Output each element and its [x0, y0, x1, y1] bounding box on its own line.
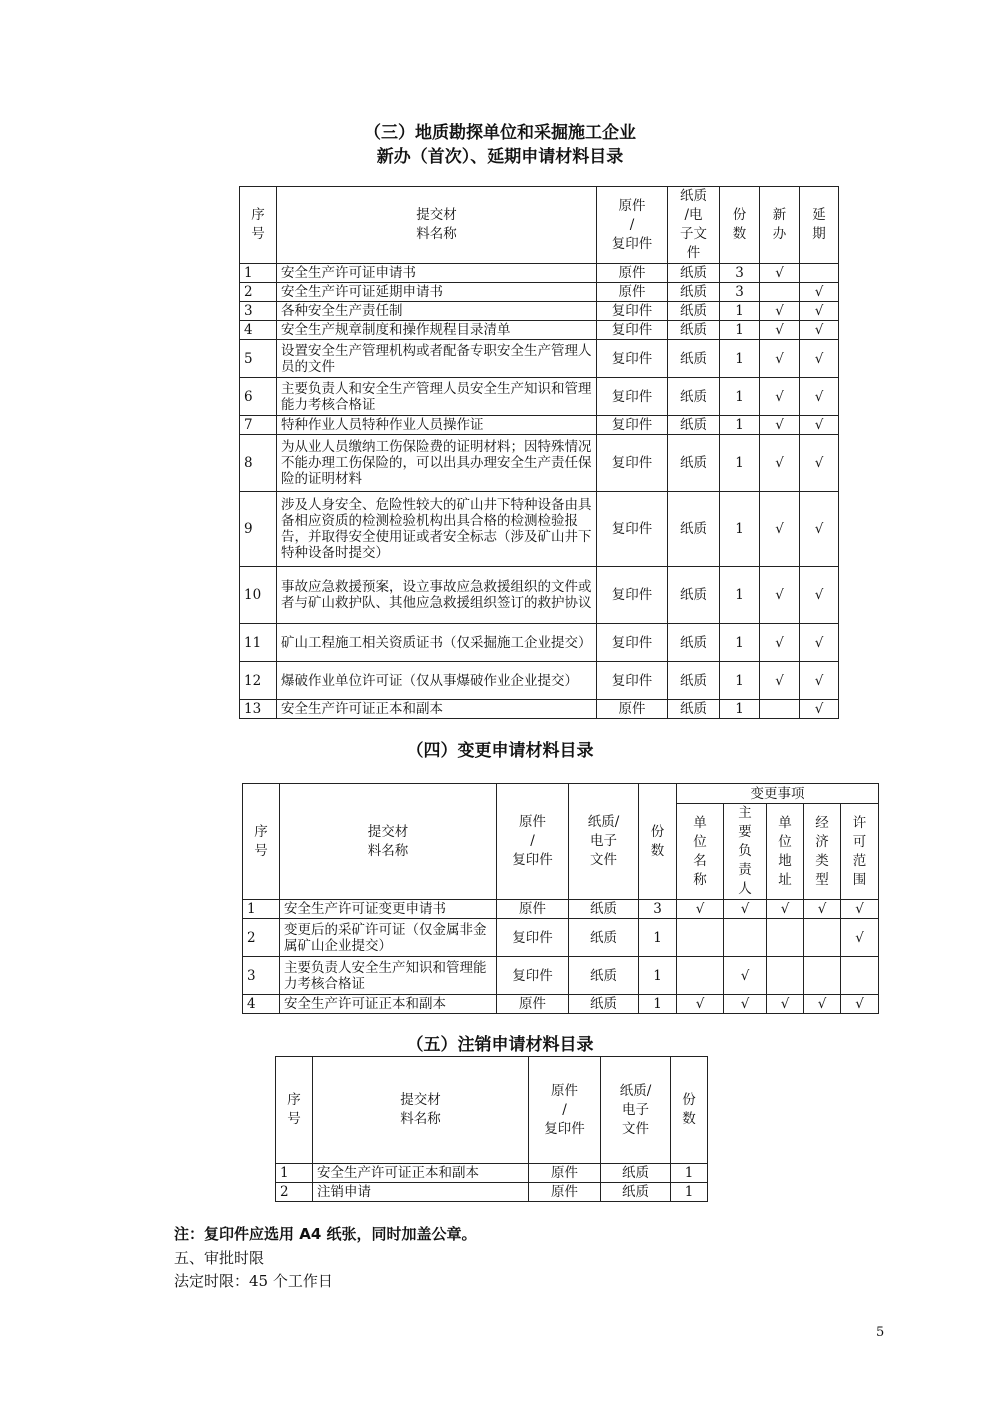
- cell-extend-check: √: [800, 378, 839, 416]
- cell-copies: 1: [720, 302, 760, 321]
- cell-copies: 1: [720, 700, 760, 719]
- cell-no: 4: [240, 321, 277, 340]
- page-number: 5: [876, 1325, 885, 1340]
- cell-material-name: 安全生产规章制度和操作规程目录清单: [277, 321, 597, 340]
- cell-medium: 纸质: [668, 567, 720, 624]
- table-row: [240, 435, 839, 492]
- cell-original-copy: 复印件: [597, 302, 668, 321]
- cell-medium: 纸质: [668, 321, 720, 340]
- cell-original-copy: 复印件: [497, 919, 569, 957]
- table-row: [243, 957, 879, 995]
- cell-extend-check: √: [800, 435, 839, 492]
- header-principal: 主 要 负 责 人: [724, 804, 767, 900]
- cell-extend-check: √: [800, 700, 839, 719]
- cell-new-check: √: [760, 378, 800, 416]
- cell-no: 6: [240, 378, 277, 416]
- table-row: [240, 492, 839, 567]
- header-medium: 纸质/ 电子 文件: [569, 784, 639, 900]
- cell-material-name: 事故应急救援预案，设立事故应急救援组织的文件或者与矿山救护队、其他应急救援组织签订的救护协议: [277, 567, 597, 624]
- cell-copies: 3: [720, 283, 760, 302]
- cell-original-copy: 原件: [529, 1164, 601, 1183]
- cell-unit-name-check: √: [677, 995, 724, 1014]
- cell-unit-address-check: [767, 957, 804, 995]
- cell-no: 5: [240, 340, 277, 378]
- cell-extend-check: √: [800, 567, 839, 624]
- cell-medium: 纸质: [569, 900, 639, 919]
- cell-unit-address-check: √: [767, 995, 804, 1014]
- cell-extend-check: √: [800, 340, 839, 378]
- section3-title-line1: （三）地质勘探单位和采掘施工企业: [364, 123, 636, 143]
- table-row: [276, 1183, 708, 1202]
- cell-original-copy: 复印件: [597, 435, 668, 492]
- cell-principal-check: √: [724, 995, 767, 1014]
- table-row: [240, 416, 839, 435]
- cell-economic-type-check: [804, 919, 841, 957]
- cell-copies: 1: [720, 492, 760, 567]
- cell-material-name: 设置安全生产管理机构或者配备专职安全生产管理人员的文件: [277, 340, 597, 378]
- header-original-copy: 原件 / 复印件: [529, 1057, 601, 1164]
- section4-title: （四）变更申请材料目录: [406, 741, 594, 761]
- cell-unit-address-check: √: [767, 900, 804, 919]
- cell-material-name: 特种作业人员特种作业人员操作证: [277, 416, 597, 435]
- cell-license-scope-check: √: [841, 919, 879, 957]
- cell-original-copy: 复印件: [597, 416, 668, 435]
- table-row: [243, 900, 879, 919]
- cell-copies: 1: [720, 416, 760, 435]
- cell-new-check: √: [760, 435, 800, 492]
- cell-no: 3: [243, 957, 280, 995]
- cell-material-name: 安全生产许可证正本和副本: [277, 700, 597, 719]
- header-medium: 纸质 /电 子文 件: [668, 187, 720, 264]
- header-no: 序 号: [276, 1057, 313, 1164]
- cell-new-check: √: [760, 416, 800, 435]
- cell-original-copy: 复印件: [497, 957, 569, 995]
- cell-new-check: √: [760, 492, 800, 567]
- cell-unit-name-check: [677, 919, 724, 957]
- cell-no: 1: [243, 900, 280, 919]
- cell-no: 2: [276, 1183, 313, 1202]
- cell-no: 12: [240, 662, 277, 700]
- cell-license-scope-check: √: [841, 900, 879, 919]
- cell-extend-check: √: [800, 492, 839, 567]
- cell-no: 11: [240, 624, 277, 662]
- cell-no: 4: [243, 995, 280, 1014]
- cell-copies: 1: [720, 435, 760, 492]
- cell-material-name: 变更后的采矿许可证（仅金属非金属矿山企业提交）: [280, 919, 497, 957]
- header-no: 序 号: [240, 187, 277, 264]
- cell-license-scope-check: [841, 957, 879, 995]
- cell-copies: 3: [639, 900, 677, 919]
- cell-extend-check: √: [800, 321, 839, 340]
- cell-medium: 纸质: [569, 957, 639, 995]
- cell-medium: 纸质: [668, 378, 720, 416]
- cell-new-check: √: [760, 567, 800, 624]
- cell-economic-type-check: [804, 957, 841, 995]
- cell-medium: 纸质: [668, 435, 720, 492]
- cell-material-name: 安全生产许可证延期申请书: [277, 283, 597, 302]
- cell-copies: 1: [671, 1164, 708, 1183]
- cell-material-name: 注销申请: [313, 1183, 529, 1202]
- cell-no: 1: [276, 1164, 313, 1183]
- cell-license-scope-check: √: [841, 995, 879, 1014]
- cell-original-copy: 原件: [597, 264, 668, 283]
- cell-original-copy: 原件: [529, 1183, 601, 1202]
- table-row: [276, 1164, 708, 1183]
- table-row: [240, 340, 839, 378]
- cell-material-name: 安全生产许可证正本和副本: [313, 1164, 529, 1183]
- cell-economic-type-check: √: [804, 995, 841, 1014]
- cell-material-name: 涉及人身安全、危险性较大的矿山井下特种设备由具备相应资质的检测检验机构出具合格的检测检验报告，并取得安全使用证或者安全标志（涉及矿山井下特种设备时提交）: [277, 492, 597, 567]
- header-extend: 延 期: [800, 187, 839, 264]
- cell-medium: 纸质: [569, 919, 639, 957]
- cell-medium: 纸质: [569, 995, 639, 1014]
- section5-table: [275, 1056, 708, 1202]
- cell-copies: 1: [639, 957, 677, 995]
- section4-table: [242, 783, 879, 1014]
- cell-material-name: 各种安全生产责任制: [277, 302, 597, 321]
- cell-copies: 1: [720, 662, 760, 700]
- header-economic-type: 经 济 类 型: [804, 804, 841, 900]
- table-row: [240, 567, 839, 624]
- section3-title-line2: 新办（首次）、延期申请材料目录: [376, 147, 624, 167]
- cell-new-check: √: [760, 321, 800, 340]
- table-row: [240, 624, 839, 662]
- cell-principal-check: [724, 919, 767, 957]
- cell-extend-check: √: [800, 624, 839, 662]
- cell-extend-check: √: [800, 302, 839, 321]
- table-row: [240, 264, 839, 283]
- header-copies: 份 数: [671, 1057, 708, 1164]
- cell-copies: 1: [720, 340, 760, 378]
- header-license-scope: 许 可 范 围: [841, 804, 879, 900]
- cell-copies: 1: [720, 378, 760, 416]
- table-row: [240, 283, 839, 302]
- cell-unit-name-check: [677, 957, 724, 995]
- section5-title: （五）注销申请材料目录: [406, 1035, 594, 1055]
- header-copies: 份 数: [639, 784, 677, 900]
- cell-medium: 纸质: [668, 264, 720, 283]
- cell-extend-check: √: [800, 662, 839, 700]
- cell-copies: 1: [671, 1183, 708, 1202]
- cell-extend-check: √: [800, 416, 839, 435]
- cell-principal-check: √: [724, 957, 767, 995]
- header-copies: 份 数: [720, 187, 760, 264]
- copy-note: 注：复印件应选用 A4 纸张，同时加盖公章。: [174, 1225, 477, 1243]
- cell-new-check: √: [760, 624, 800, 662]
- cell-material-name: 为从业人员缴纳工伤保险费的证明材料；因特殊情况不能办理工伤保险的，可以出具办理安全生产责任保险的证明材料: [277, 435, 597, 492]
- cell-medium: 纸质: [668, 416, 720, 435]
- cell-copies: 1: [639, 995, 677, 1014]
- cell-no: 7: [240, 416, 277, 435]
- cell-new-check: √: [760, 340, 800, 378]
- cell-original-copy: 复印件: [597, 567, 668, 624]
- header-no: 序 号: [243, 784, 280, 900]
- cell-original-copy: 复印件: [597, 378, 668, 416]
- cell-copies: 3: [720, 264, 760, 283]
- table-row: [240, 321, 839, 340]
- header-material-name: 提交材 料名称: [277, 187, 597, 264]
- cell-original-copy: 复印件: [597, 662, 668, 700]
- header-material-name: 提交材 料名称: [313, 1057, 529, 1164]
- cell-no: 3: [240, 302, 277, 321]
- cell-extend-check: [800, 264, 839, 283]
- approval-heading: 五、审批时限: [174, 1249, 265, 1267]
- cell-extend-check: √: [800, 283, 839, 302]
- header-unit-name: 单 位 名 称: [677, 804, 724, 900]
- cell-copies: 1: [720, 567, 760, 624]
- table-row: [243, 995, 879, 1014]
- table-row: [240, 700, 839, 719]
- cell-no: 9: [240, 492, 277, 567]
- cell-original-copy: 复印件: [597, 321, 668, 340]
- cell-new-check: √: [760, 302, 800, 321]
- header-unit-address: 单 位 地 址: [767, 804, 804, 900]
- cell-copies: 1: [720, 624, 760, 662]
- table-row: [240, 662, 839, 700]
- legal-deadline: 法定时限：45 个工作日: [174, 1272, 333, 1290]
- table-row: [240, 302, 839, 321]
- header-new: 新 办: [760, 187, 800, 264]
- cell-copies: 1: [720, 321, 760, 340]
- cell-no: 1: [240, 264, 277, 283]
- cell-medium: 纸质: [668, 340, 720, 378]
- cell-no: 2: [243, 919, 280, 957]
- cell-new-check: √: [760, 264, 800, 283]
- cell-original-copy: 原件: [597, 283, 668, 302]
- cell-unit-name-check: √: [677, 900, 724, 919]
- cell-unit-address-check: [767, 919, 804, 957]
- cell-medium: 纸质: [668, 624, 720, 662]
- cell-new-check: [760, 700, 800, 719]
- header-change-items: 变更事项: [677, 784, 879, 804]
- cell-no: 10: [240, 567, 277, 624]
- cell-medium: 纸质: [668, 492, 720, 567]
- table-row: [243, 919, 879, 957]
- cell-material-name: 安全生产许可证正本和副本: [280, 995, 497, 1014]
- cell-original-copy: 复印件: [597, 340, 668, 378]
- cell-medium: 纸质: [668, 302, 720, 321]
- cell-medium: 纸质: [668, 283, 720, 302]
- cell-material-name: 主要负责人安全生产知识和管理能力考核合格证: [280, 957, 497, 995]
- cell-copies: 1: [639, 919, 677, 957]
- cell-no: 8: [240, 435, 277, 492]
- cell-economic-type-check: √: [804, 900, 841, 919]
- cell-medium: 纸质: [601, 1183, 671, 1202]
- cell-original-copy: 复印件: [597, 492, 668, 567]
- section3-table: [239, 186, 839, 719]
- cell-material-name: 安全生产许可证申请书: [277, 264, 597, 283]
- cell-original-copy: 原件: [497, 995, 569, 1014]
- cell-medium: 纸质: [668, 700, 720, 719]
- cell-original-copy: 复印件: [597, 624, 668, 662]
- cell-material-name: 矿山工程施工相关资质证书（仅采掘施工企业提交）: [277, 624, 597, 662]
- cell-original-copy: 原件: [597, 700, 668, 719]
- cell-original-copy: 原件: [497, 900, 569, 919]
- header-original-copy: 原件 / 复印件: [597, 187, 668, 264]
- table-row: [240, 378, 839, 416]
- header-original-copy: 原件 / 复印件: [497, 784, 569, 900]
- cell-material-name: 主要负责人和安全生产管理人员安全生产知识和管理能力考核合格证: [277, 378, 597, 416]
- cell-medium: 纸质: [601, 1164, 671, 1183]
- cell-principal-check: √: [724, 900, 767, 919]
- header-medium: 纸质/ 电子 文件: [601, 1057, 671, 1164]
- cell-no: 13: [240, 700, 277, 719]
- cell-material-name: 安全生产许可证变更申请书: [280, 900, 497, 919]
- header-material-name: 提交材 料名称: [280, 784, 497, 900]
- cell-no: 2: [240, 283, 277, 302]
- cell-new-check: √: [760, 662, 800, 700]
- cell-medium: 纸质: [668, 662, 720, 700]
- cell-material-name: 爆破作业单位许可证（仅从事爆破作业企业提交）: [277, 662, 597, 700]
- cell-new-check: [760, 283, 800, 302]
